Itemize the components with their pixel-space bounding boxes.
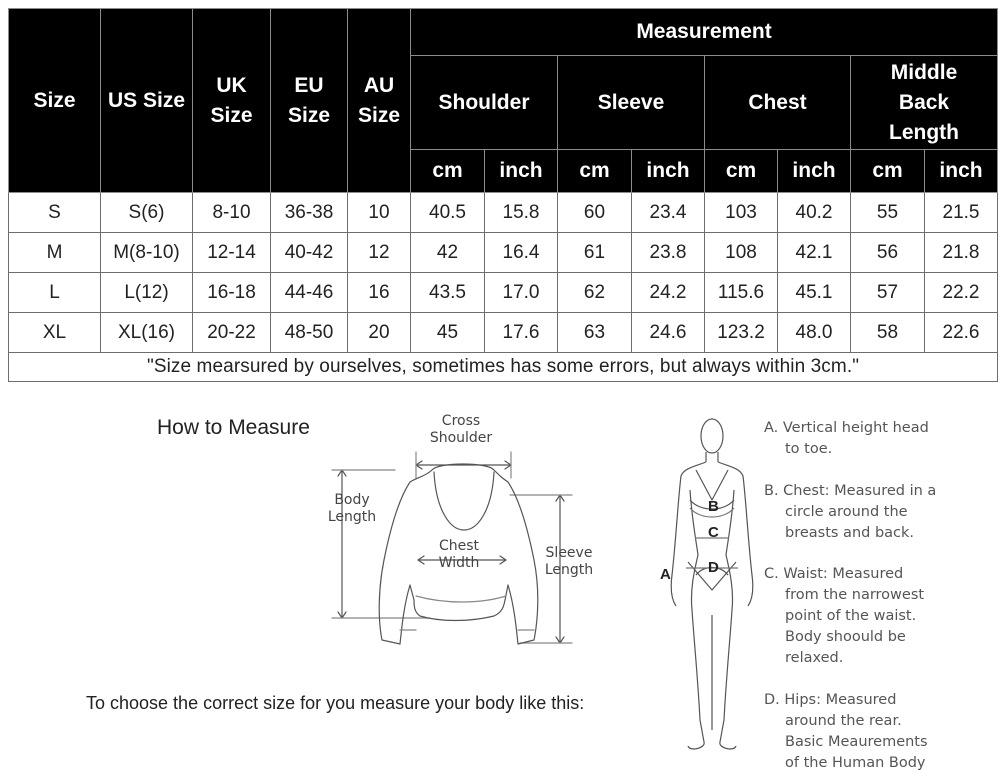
body-letter-d: D	[708, 559, 719, 576]
table-cell: 17.0	[485, 273, 558, 313]
table-cell: 58	[851, 313, 925, 353]
header-us-size: US Size	[101, 9, 193, 193]
legend-line: Body shoould be	[785, 629, 906, 645]
table-cell: 48.0	[778, 313, 851, 353]
table-cell: 60	[558, 193, 632, 233]
table-cell: 16.4	[485, 233, 558, 273]
table-cell: 103	[705, 193, 778, 233]
table-cell: L	[9, 273, 101, 313]
table-cell: 115.6	[705, 273, 778, 313]
legend-line: from the narrowest	[785, 587, 925, 603]
body-letter-c: C	[708, 524, 719, 541]
legend-item-d	[764, 690, 994, 774]
table-cell: 17.6	[485, 313, 558, 353]
header-unit: inch	[925, 150, 998, 193]
body-length-label	[322, 492, 382, 526]
header-au-size: AU Size	[348, 9, 411, 193]
legend-line: circle around the	[785, 504, 908, 520]
legend-line: C. Waist: Measured	[764, 566, 904, 582]
table-cell: 123.2	[705, 313, 778, 353]
table-cell: XL(16)	[101, 313, 193, 353]
legend-line: around the rear.	[785, 713, 902, 729]
header-uk-size: UK Size	[193, 9, 271, 193]
table-cell: 63	[558, 313, 632, 353]
table-cell: 62	[558, 273, 632, 313]
legend-line: B. Chest: Measured in a	[764, 483, 937, 499]
header-unit: cm	[705, 150, 778, 193]
legend-line: Basic Meaurements	[785, 734, 928, 750]
legend-item-a	[764, 418, 994, 460]
table-cell: 16-18	[193, 273, 271, 313]
table-cell: 22.2	[925, 273, 998, 313]
legend-item-b	[764, 481, 994, 544]
cross-shoulder-label	[424, 413, 498, 447]
table-cell: M(8-10)	[101, 233, 193, 273]
table-cell: 40.5	[411, 193, 485, 233]
size-note: "Size mearsured by ourselves, sometimes has some errors, but always within 3cm."	[9, 353, 998, 382]
sleeve-length-label	[538, 545, 600, 579]
sleeve-length-label-line: Sleeve	[545, 545, 593, 561]
header-unit: inch	[778, 150, 851, 193]
chest-width-label-line: Width	[438, 555, 480, 571]
header-unit: inch	[485, 150, 558, 193]
legend-line: D. Hips: Measured	[764, 692, 897, 708]
body-length-label-line: Length	[327, 509, 377, 525]
table-cell: 44-46	[271, 273, 348, 313]
table-cell: 21.5	[925, 193, 998, 233]
table-cell: 24.6	[632, 313, 705, 353]
legend-line: relaxed.	[785, 650, 844, 666]
table-cell: 43.5	[411, 273, 485, 313]
table-cell: 10	[348, 193, 411, 233]
header-sleeve: Sleeve	[558, 56, 705, 150]
body-letter-b: B	[708, 498, 719, 515]
cross-shoulder-label-line: Cross	[441, 413, 481, 429]
header-unit: cm	[411, 150, 485, 193]
table-cell: 23.4	[632, 193, 705, 233]
body-silhouette	[671, 419, 753, 749]
table-cell: 45.1	[778, 273, 851, 313]
table-cell: M	[9, 233, 101, 273]
table-cell: 16	[348, 273, 411, 313]
table-cell: 55	[851, 193, 925, 233]
table-cell: 12	[348, 233, 411, 273]
header-unit: cm	[851, 150, 925, 193]
legend-line: of the Human Body	[785, 755, 926, 771]
table-cell: 23.8	[632, 233, 705, 273]
table-cell: 42.1	[778, 233, 851, 273]
header-middle-back-length: Middle Back Length	[851, 56, 998, 150]
table-cell: 20-22	[193, 313, 271, 353]
table-cell: S(6)	[101, 193, 193, 233]
table-cell: 40-42	[271, 233, 348, 273]
how-to-measure-title: How to Measure	[157, 416, 310, 439]
table-cell: 15.8	[485, 193, 558, 233]
table-cell: 108	[705, 233, 778, 273]
legend-line: to toe.	[785, 441, 833, 457]
table-cell: 42	[411, 233, 485, 273]
table-cell: 61	[558, 233, 632, 273]
header-measurement: Measurement	[411, 9, 998, 56]
table-cell: L(12)	[101, 273, 193, 313]
header-shoulder: Shoulder	[411, 56, 558, 150]
cross-shoulder-label-line: Shoulder	[429, 430, 493, 446]
header-eu-size: EU Size	[271, 9, 348, 193]
table-cell: 56	[851, 233, 925, 273]
body-length-label-line: Body	[334, 492, 370, 508]
table-cell: S	[9, 193, 101, 233]
table-cell: 21.8	[925, 233, 998, 273]
legend-item-c	[764, 564, 994, 669]
table-cell: 36-38	[271, 193, 348, 233]
legend-line: A. Vertical height head	[764, 420, 929, 436]
table-cell: 20	[348, 313, 411, 353]
sleeve-length-label-line: Length	[544, 562, 594, 578]
table-cell: 40.2	[778, 193, 851, 233]
legend-line: point of the waist.	[785, 608, 917, 624]
header-unit: cm	[558, 150, 632, 193]
choose-size-instruction: To choose the correct size for you measure your body like this:	[86, 693, 585, 713]
table-cell: 24.2	[632, 273, 705, 313]
chest-width-label-line: Chest	[438, 538, 480, 554]
table-cell: 12-14	[193, 233, 271, 273]
header-chest: Chest	[705, 56, 851, 150]
legend-line: breasts and back.	[785, 525, 915, 541]
header-unit: inch	[632, 150, 705, 193]
table-cell: 57	[851, 273, 925, 313]
header-size: Size	[9, 9, 101, 193]
table-cell: 22.6	[925, 313, 998, 353]
table-cell: XL	[9, 313, 101, 353]
body-letter-a: A	[660, 566, 671, 583]
table-cell: 48-50	[271, 313, 348, 353]
table-cell: 45	[411, 313, 485, 353]
chest-width-label	[430, 538, 488, 572]
table-cell: 8-10	[193, 193, 271, 233]
